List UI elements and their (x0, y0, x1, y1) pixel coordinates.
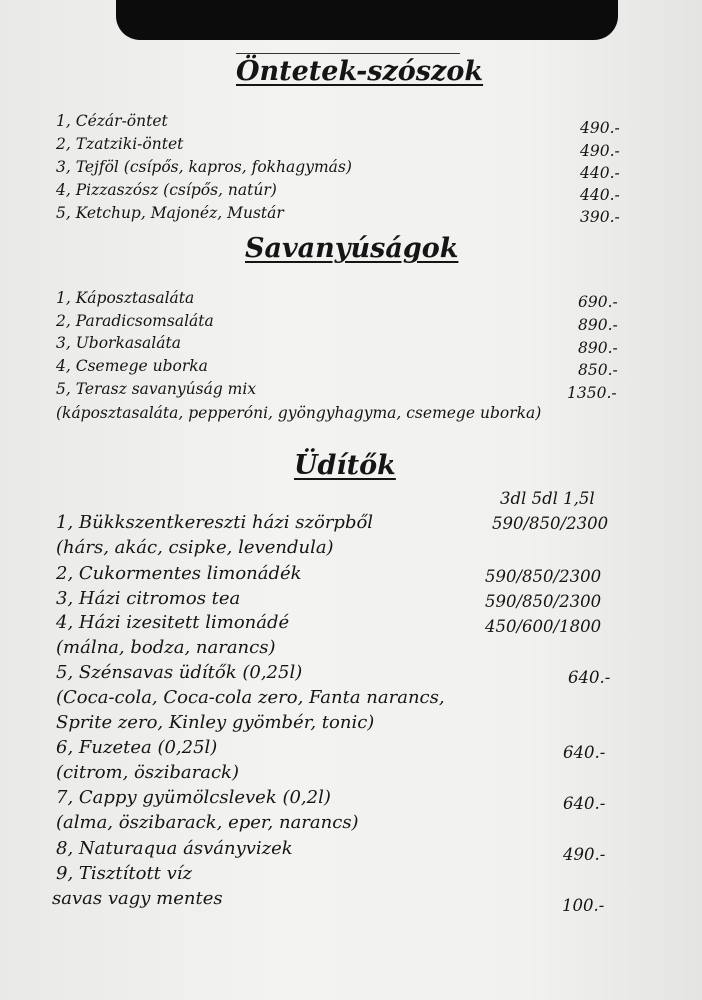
menu-item-price: 640.- (568, 668, 611, 687)
menu-item: 2, Paradicsomsaláta (56, 312, 214, 330)
menu-item-price: 890.- (578, 339, 618, 357)
menu-item: 4, Házi izesitett limonádé (56, 612, 290, 633)
menu-item: 1, Káposztasaláta (56, 289, 195, 307)
menu-item: 1, Bükkszentkereszti házi szörpből (56, 512, 374, 533)
section-title-dressings: Öntetek-szószok (236, 56, 484, 87)
menu-item: 5, Ketchup, Majonéz, Mustár (56, 204, 284, 222)
menu-item: 7, Cappy gyümölcslevek (0,2l) (56, 787, 331, 808)
menu-item-price: 590/850/2300 (485, 567, 602, 586)
menu-item-price: 440.- (580, 164, 620, 182)
size-header: 3dl 5dl 1,5l (500, 489, 595, 508)
menu-item-price: 890.- (578, 316, 618, 334)
menu-item: 5, Szénsavas üdítők (0,25l) (56, 662, 303, 683)
menu-item: 6, Fuzetea (0,25l) (56, 737, 218, 758)
clipboard-clip (116, 0, 618, 40)
menu-item-price: 590/850/2300 (492, 514, 609, 533)
menu-item-price: 850.- (578, 361, 618, 379)
menu-item-price: 490.- (580, 119, 620, 137)
menu-item-note: Sprite zero, Kinley gyömbér, tonic) (56, 712, 375, 733)
menu-item-price: 490.- (580, 142, 620, 160)
menu-item-price: 690.- (578, 293, 618, 311)
section-title-pickles: Savanyúságok (245, 233, 459, 264)
menu-item-price: 390.- (580, 208, 620, 226)
menu-item: 3, Uborkasaláta (56, 334, 181, 352)
section-top-rule (236, 53, 460, 54)
menu-item-note: (káposztasaláta, pepperóni, gyöngyhagyma, csemege uborka) (56, 404, 542, 422)
menu-item: 3, Tejföl (csípős, kapros, fokhagymás) (56, 158, 352, 176)
menu-item-price: 640.- (563, 743, 606, 762)
menu-item: 8, Naturaqua ásványvizek (56, 838, 293, 859)
menu-item-price: 440.- (580, 186, 620, 204)
menu-item: 4, Csemege uborka (56, 357, 208, 375)
menu-item: 2, Tzatziki-öntet (56, 135, 184, 153)
menu-item: 1, Cézár-öntet (56, 112, 168, 130)
menu-item-price: 490.- (563, 845, 606, 864)
menu-item: 4, Pizzaszósz (csípős, natúr) (56, 181, 277, 199)
menu-item-price: 450/600/1800 (485, 617, 602, 636)
menu-item: 5, Terasz savanyúság mix (56, 380, 257, 398)
section-title-soft-drinks: Üdítők (294, 450, 396, 481)
menu-item-price: 100.- (562, 896, 605, 915)
menu-item-note: (citrom, öszibarack) (56, 762, 239, 783)
menu-item-note: savas vagy mentes (52, 888, 223, 909)
menu-item-price: 590/850/2300 (485, 592, 602, 611)
menu-item-price: 1350.- (567, 384, 617, 402)
menu-item-note: (alma, öszibarack, eper, narancs) (56, 812, 359, 833)
menu-item-note: (málna, bodza, narancs) (56, 637, 276, 658)
menu-item: 9, Tisztított víz (56, 863, 193, 884)
menu-item: 3, Házi citromos tea (56, 588, 241, 609)
menu-item: 2, Cukormentes limonádék (56, 563, 302, 584)
menu-item-note: (hárs, akác, csipke, levendula) (56, 537, 334, 558)
menu-item-price: 640.- (563, 794, 606, 813)
menu-item-note: (Coca-cola, Coca-cola zero, Fanta narancs, (56, 687, 445, 708)
